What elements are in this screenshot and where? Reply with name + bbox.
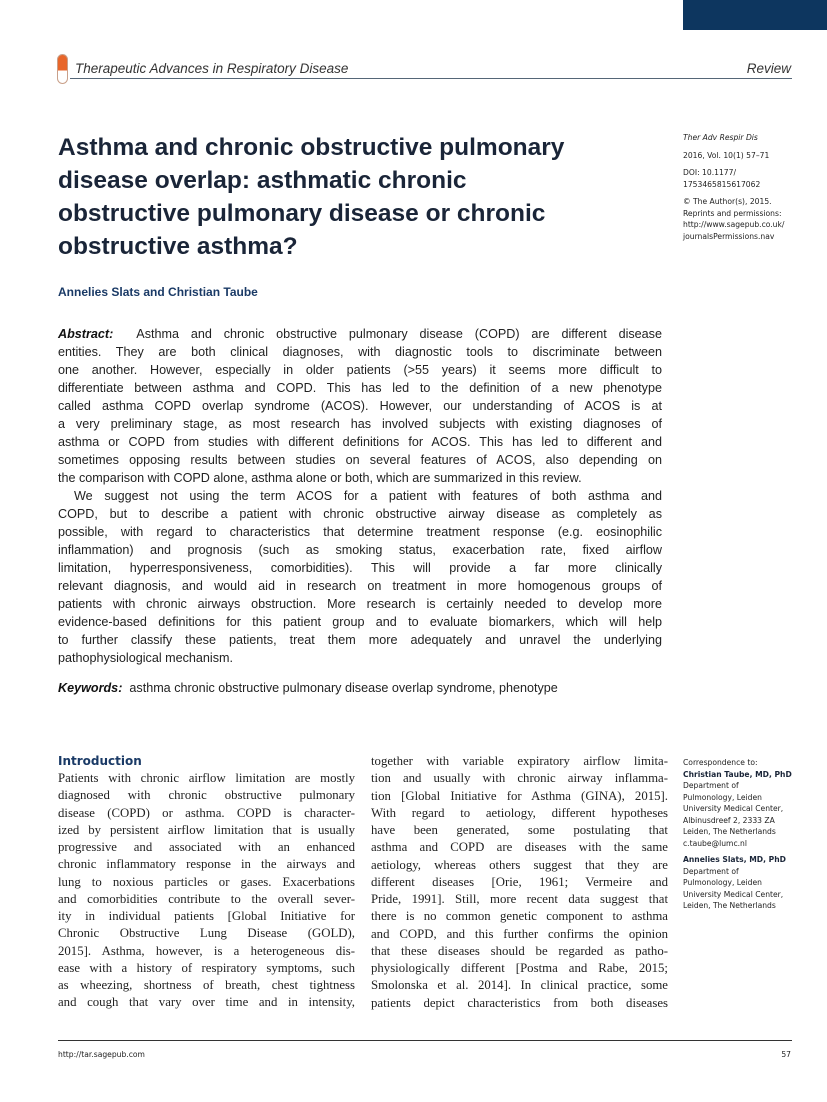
body-line: Chronic Obstructive Lung Disease (GOLD), <box>58 926 355 941</box>
body-line: asthma and COPD are diseases with the same <box>371 840 668 855</box>
body-line: ity in individual patients [Global Initiative for <box>58 909 355 923</box>
body-line: tion [Global Initiative for Asthma (GINA), 2015]. <box>371 788 668 803</box>
correspondence <box>683 757 823 912</box>
section-heading: Introduction <box>58 754 142 768</box>
abstract-line: inflammation) and prognosis (such as smoking status, exacerbation rate, fixed airflow <box>58 543 662 557</box>
body-line: physiologically different [Postma and Rabe, 2015; <box>371 961 668 975</box>
abstract-line: to further classify these patients, treat them more adequately and unravel the underlying <box>58 633 662 647</box>
abstract-line: a very preliminary stage, as most research has involved subjects with existing diagnoses of <box>58 417 662 431</box>
body-line: different diseases [Orie, 1961; Vermeire and <box>371 874 668 889</box>
address-line: University Medical Center, <box>683 889 784 899</box>
address-line: Pulmonology, Leiden <box>683 792 762 802</box>
author-name: Annelies Slats, MD, PhD <box>683 855 786 864</box>
abstract-line: pathophysiological mechanism. <box>58 651 234 665</box>
address <box>683 780 823 849</box>
abstract-line: one another. However, especially in older patients (>55 years) it seems more difficult to <box>58 363 662 377</box>
abstract-line: the comparison with COPD alone, asthma alone or both, which are summarized in this review. <box>58 471 582 485</box>
abstract-label: Abstract: <box>58 327 114 341</box>
body-line: as wheezing, shortness of breath, chest tightness <box>58 978 355 992</box>
abstract-text: Asthma and chronic obstructive pulmonary disease (COPD) are different disease <box>136 327 662 341</box>
abstract-line: called asthma COPD overlap syndrome (ACOS). However, our understanding of ACOS is at <box>58 399 662 413</box>
abstract-line: COPD, but to describe a patient with chronic obstructive airway disease as completely as <box>58 507 662 521</box>
body-line: progressive and associated with an enhanced <box>58 840 355 854</box>
header-divider <box>70 78 792 79</box>
permissions-link-cont[interactable]: journalsPermissions.nav <box>683 231 775 241</box>
doi-label: DOI: 10.1177/ <box>683 168 736 177</box>
abstract-line: sometimes opposing results between studies on several features of ACOS, also depending on <box>58 453 662 467</box>
journal-name: Therapeutic Advances in Respiratory Disease <box>75 61 349 76</box>
title-line: Asthma and chronic obstructive pulmonary <box>58 134 565 161</box>
author-name: Christian Taube, MD, PhD <box>683 769 792 779</box>
abstract-line: possible, with regard to characteristics that determine treatment response (e.g. eosinophilic <box>58 525 662 539</box>
article-meta <box>683 132 823 248</box>
title-line: obstructive pulmonary disease or chronic <box>58 200 546 227</box>
address-line: Leiden, The Netherlands <box>683 901 776 910</box>
abstract-line: limitation, hyperresponsiveness, comorbidities). This will provide a far more clinically <box>58 561 662 575</box>
body-line: With regard to aetiology, different hypotheses <box>371 805 668 820</box>
address-line: Albinusdreef 2, 2333 ZA <box>683 815 775 825</box>
body-line: ized by persistent airflow limitation that is usually <box>58 822 355 837</box>
body-line: have been generated, some postulating that <box>371 823 668 837</box>
reprints: Reprints and permissions: <box>683 208 782 218</box>
doi <box>683 167 823 190</box>
abstract-line: evidence-based definitions for this patient group and to evaluate biomarkers, which will help <box>58 615 662 629</box>
address-line: Leiden, The Netherlands <box>683 827 776 836</box>
abstract-line <box>58 325 662 343</box>
body-line: and COPD, and this further confirms the opinion <box>371 926 668 941</box>
body-line: lung to noxious particles or gases. Exacerbations <box>58 874 355 889</box>
body-column-right <box>371 753 668 1012</box>
body-line: aetiology, whereas others suggest that they are <box>371 857 668 872</box>
body-line: patients depict characteristics from both diseases <box>371 995 668 1010</box>
address-line: Pulmonology, Leiden <box>683 878 762 887</box>
keywords-label: Keywords: <box>58 681 123 695</box>
footer-url[interactable]: http://tar.sagepub.com <box>58 1050 145 1059</box>
authors: Annelies Slats and Christian Taube <box>58 285 258 299</box>
title-line: obstructive asthma? <box>58 233 298 260</box>
abstract-line: We suggest not using the term ACOS for a patient with features of both asthma and <box>74 489 662 503</box>
body-line: there is no common genetic component to asthma <box>371 909 668 924</box>
address-line: University Medical Center, <box>683 804 784 813</box>
body-line: ease with a history of respiratory symptoms, such <box>58 960 355 975</box>
volume: 2016, Vol. 10(1) 57–71 <box>683 150 770 160</box>
body-line: disease (COPD) or asthma. COPD is character- <box>58 805 355 820</box>
footer-divider <box>58 1040 792 1041</box>
abstract-line: patients with chronic airways obstruction. More research is certainly needed to develop more <box>58 597 662 611</box>
article-front-matter <box>58 131 670 695</box>
article-type: Review <box>746 61 791 76</box>
abstract-line: relevant diagnosis, and would aid in research on treatment in more homogenous groups of <box>58 579 662 593</box>
address-line: c.taube@lumc.nl <box>683 838 747 848</box>
address-line: Department of <box>683 781 739 790</box>
keywords-text: asthma chronic obstructive pulmonary disease overlap syndrome, phenotype <box>129 681 558 695</box>
body-column-left <box>58 770 355 1012</box>
keywords <box>58 681 670 695</box>
body-line: 2015]. Asthma, however, is a heterogeneous dis- <box>58 943 355 958</box>
abstract-line: asthma or COPD from studies with different definitions for ACOS. This has led to different and <box>58 435 662 449</box>
body-line: Patients with chronic airflow limitation are mostly <box>58 771 355 785</box>
article-title <box>58 131 670 263</box>
body-line: Pride, 1991]. Still, more recent data suggest that <box>371 892 668 906</box>
body-line: together with variable expiratory airflow limita- <box>371 754 668 768</box>
address <box>683 866 823 912</box>
copyright: © The Author(s), 2015. <box>683 197 772 206</box>
body-line: Smolonska et al. 2014]. In clinical practice, some <box>371 978 668 993</box>
permissions-link[interactable]: http://www.sagepub.co.uk/ <box>683 220 785 229</box>
page-number: 57 <box>781 1050 791 1059</box>
title-line: disease overlap: asthmatic chronic <box>58 167 467 194</box>
body-line: that these diseases should be regarded as patho- <box>371 943 668 958</box>
body-line: and cough that vary over time and in intensity, <box>58 995 355 1010</box>
address-line: Department of <box>683 866 739 876</box>
body-line: diagnosed with chronic obstructive pulmonary <box>58 788 355 803</box>
body-line: chronic inflammatory response in the airways and <box>58 857 355 872</box>
abstract-line: entities. They are both clinical diagnoses, with diagnostic tools to discriminate between <box>58 345 662 359</box>
journal-logo-icon <box>57 54 68 84</box>
abstract-line: differentiate between asthma and COPD. This has led to the definition of a new phenotype <box>58 381 662 395</box>
body-line: and comorbidities contribute to the overall sever- <box>58 891 355 906</box>
rights <box>683 196 823 242</box>
corner-block <box>683 0 827 30</box>
correspondence-label: Correspondence to: <box>683 758 758 767</box>
abstract <box>58 325 662 667</box>
journal-abbr: Ther Adv Respir Dis <box>683 133 758 142</box>
doi-value[interactable]: 1753465815617062 <box>683 179 761 189</box>
body-line: tion and usually with chronic airway inflamma- <box>371 771 668 786</box>
